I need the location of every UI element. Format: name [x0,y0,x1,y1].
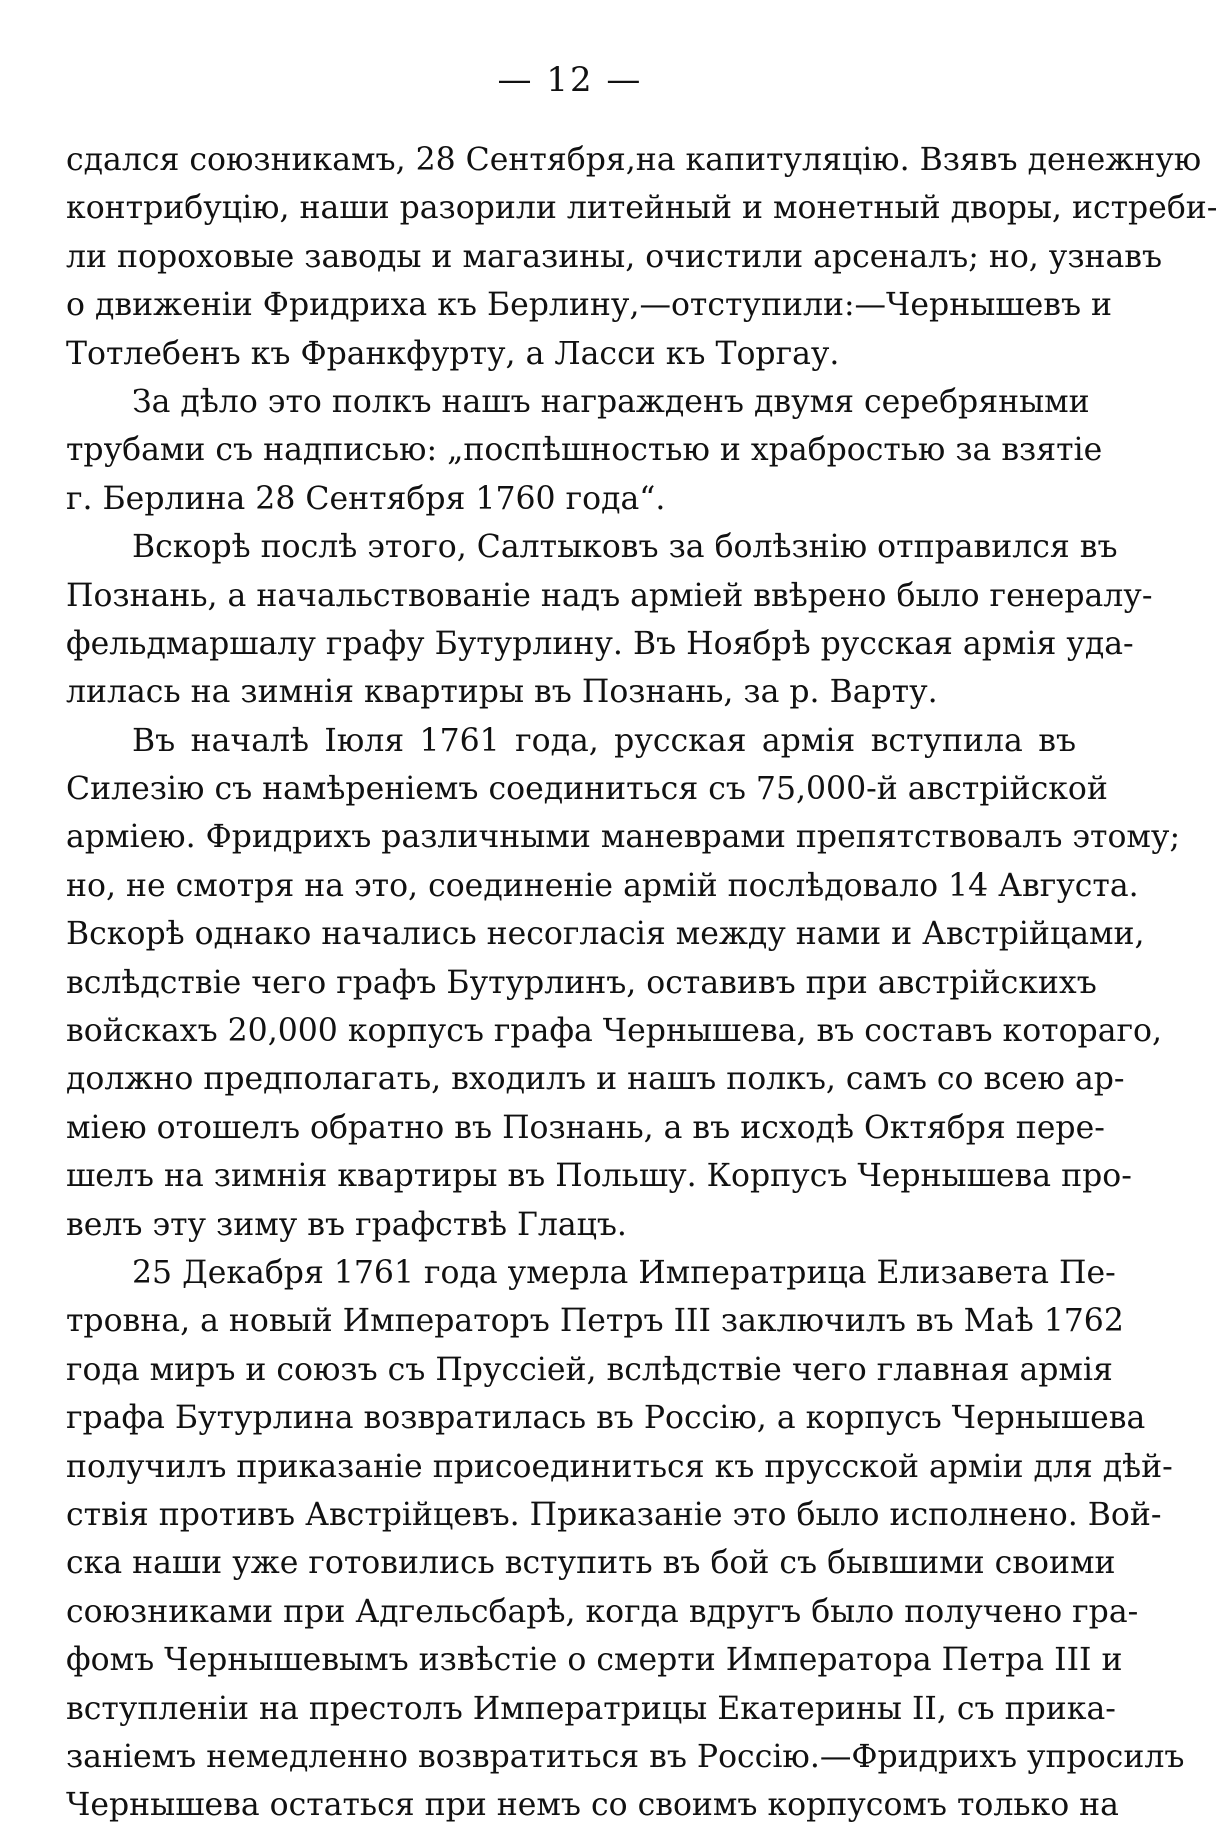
text-line: Силезію съ намѣреніемъ соединиться съ 75,000-й австрійской [66,771,1108,808]
body-text [66,136,1217,1830]
text-line: арміею. Фридрихъ различными маневрами препятствовалъ этому; [66,819,1181,856]
page-number: — 12 — [497,60,643,100]
text-line: года миръ и союзъ съ Пруссіей, вслѣдствіе чего главная армія [66,1351,1113,1388]
text-line: о движеніи Фридриха къ Берлину,—отступили:—Чернышевъ и [66,287,1112,324]
text-line: Въ началѣ Іюля 1761 года, русская армія вступила въ [132,722,1076,759]
text-line: заніемъ немедленно возвратиться въ Россію.—Фридрихъ упросилъ [66,1738,1185,1775]
text-line: тровна, а новый Императоръ Петръ III заключилъ въ Маѣ 1762 [66,1303,1124,1340]
text-line: Познань, а начальствованіе надъ арміей ввѣрено было генералу- [66,577,1153,614]
text-line: контрибуцію, наши разорили литейный и монетный дворы, истреби- [66,190,1217,227]
text-line: фомъ Чернышевымъ извѣстіе о смерти Императора Петра III и [66,1642,1123,1679]
text-line: вслѣдствіе чего графъ Бутурлинъ, оставивъ при австрійскихъ [66,964,1097,1001]
text-line: трубами съ надписью: „поспѣшностью и храбростью за взятіе [66,432,1103,469]
text-line: 25 Декабря 1761 года умерла Императрица Елизавета Пе- [132,1254,1116,1291]
text-line: графа Бутурлина возвратилась въ Россію, а корпусъ Чернышева [66,1400,1146,1437]
text-line: ли пороховые заводы и магазины, очистили арсеналъ; но, узнавъ [66,238,1163,275]
text-line: лилась на зимнія квартиры въ Познань, за р. Варту. [66,674,938,711]
text-line: войскахъ 20,000 корпусъ графа Чернышева, въ составъ котораго, [66,1013,1162,1050]
text-line: должно предполагать, входилъ и нашъ полкъ, самъ со всею ар- [66,1061,1125,1098]
text-line: Вскорѣ послѣ этого, Салтыковъ за болѣзнію отправился въ [132,529,1118,566]
text-line: г. Берлина 28 Сентября 1760 года“. [66,480,666,517]
text-line: ска наши уже готовились вступить въ бой съ бывшими своими [66,1545,1116,1582]
text-line: шелъ на зимнія квартиры въ Польшу. Корпусъ Чернышева про- [66,1158,1132,1195]
text-line: вступленіи на престолъ Императрицы Екатерины II, съ прика- [66,1690,1116,1727]
text-line: Чернышева остаться при немъ со своимъ корпусомъ только на [66,1787,1119,1824]
text-line: міею отошелъ обратно въ Познань, а въ исходѣ Октября пере- [66,1109,1105,1146]
text-line: сдался союзникамъ, 28 Сентября,на капитуляцію. Взявъ денежную [66,142,1202,178]
text-line: За дѣло это полкъ нашъ награжденъ двумя серебряными [132,383,1090,420]
text-line: Тотлебенъ къ Франкфурту, а Ласси къ Торгау. [66,335,840,372]
text-line: ствія противъ Австрійцевъ. Приказаніе это было исполнено. Вой- [66,1496,1162,1533]
text-line: Вскорѣ однако начались несогласія между нами и Австрійцами, [66,916,1145,953]
text-line: союзниками при Адгельсбарѣ, когда вдругъ было получено гра- [66,1593,1139,1630]
text-line: велъ эту зиму въ графствѣ Глацъ. [66,1206,627,1243]
text-line: фельдмаршалу графу Бутурлину. Въ Ноябрѣ русская армія уда- [66,625,1134,662]
text-line: но, не смотря на это, соединеніе армій послѣдовало 14 Августа. [66,867,1139,904]
text-line: получилъ приказаніе присоединиться къ прусской арміи для дѣй- [66,1448,1173,1485]
